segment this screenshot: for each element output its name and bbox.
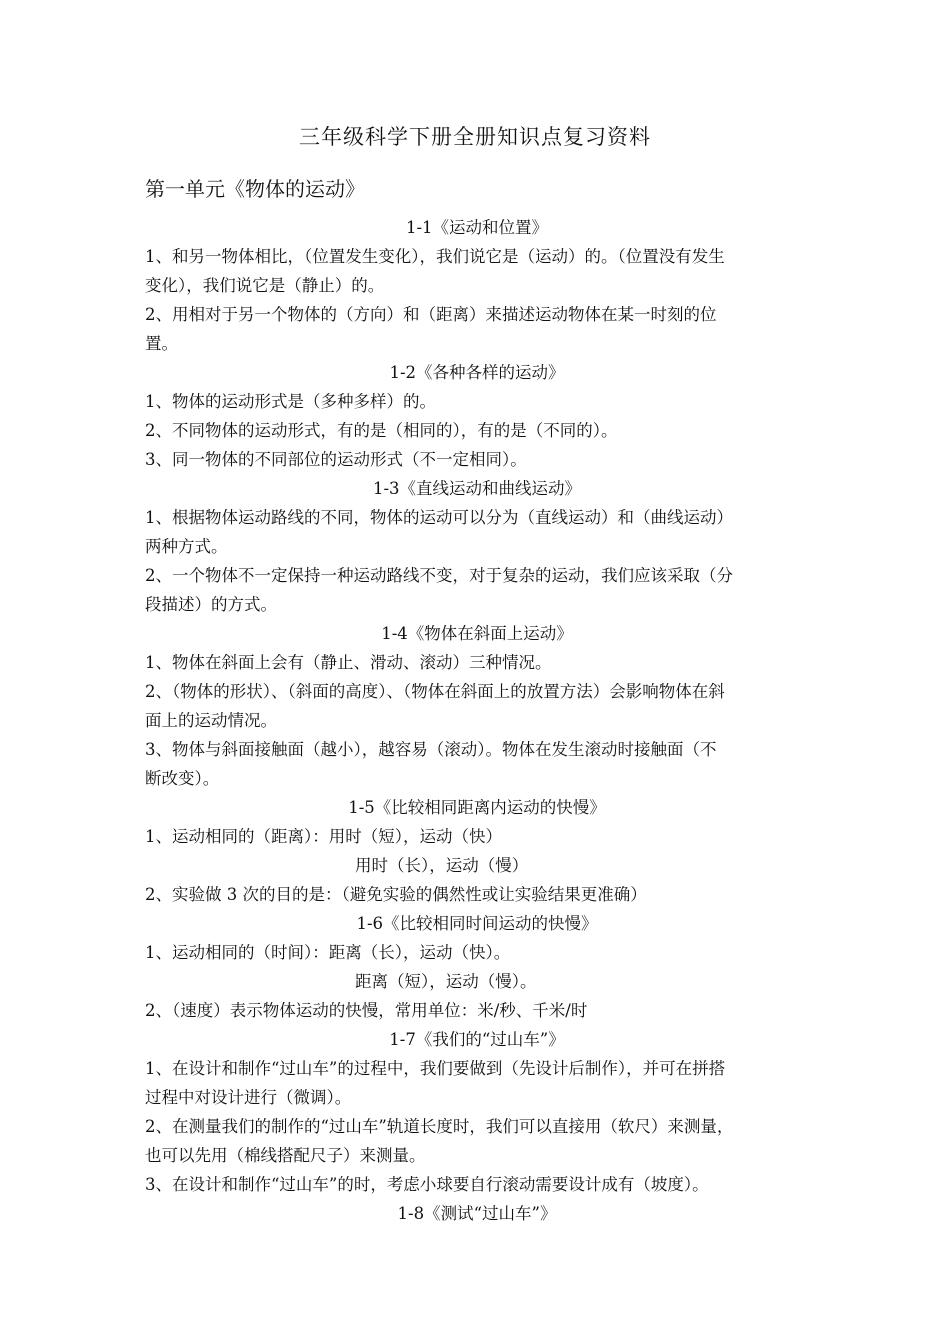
text-line: 1、和另一物体相比，（位置发生变化），我们说它是（运动）的。（位置没有发生	[145, 247, 725, 266]
text-line: 断改变）。	[145, 769, 220, 788]
lesson-heading: 1-3《直线运动和曲线运动》	[372, 479, 582, 498]
text-line: 1、物体在斜面上会有（静止、滑动、滚动）三种情况。	[145, 653, 552, 672]
text-line: 变化），我们说它是（静止）的。	[145, 276, 385, 295]
text-line: 2、实验做 3 次的目的是：（避免实验的偶然性或让实验结果更准确）	[145, 885, 647, 904]
text-line: 1、在设计和制作“过山车”的过程中，我们要做到（先设计后制作），并可在拼搭	[145, 1059, 726, 1078]
unit-heading: 第一单元《物体的运动》	[145, 177, 365, 201]
text-line: 1、运动相同的（时间）：距离（长），运动（快）。	[145, 943, 511, 962]
lesson-heading: 1-5《比较相同距离内运动的快慢》	[348, 798, 606, 817]
text-line: 1、物体的运动形式是（多种多样）的。	[145, 392, 436, 411]
text-line: 1、运动相同的（距离）：用时（短），运动（快）	[145, 827, 502, 846]
text-line: 距离（短），运动（慢）。	[355, 972, 537, 991]
text-line: 2、在测量我们的制作的“过山车”轨道长度时，我们可以直接用（软尺）来测量，	[145, 1117, 734, 1136]
text-line: 两种方式。	[145, 537, 228, 556]
text-line: 2、一个物体不一定保持一种运动路线不变，对于复杂的运动，我们应该采取（分	[145, 566, 733, 585]
lesson-heading: 1-4《物体在斜面上运动》	[381, 624, 573, 643]
text-line: 3、同一物体的不同部位的运动形式（不一定相同）。	[145, 450, 527, 469]
text-line: 段描述）的方式。	[145, 595, 277, 614]
text-line: 2、用相对于另一个物体的（方向）和（距离）来描述运动物体在某一时刻的位	[145, 305, 717, 324]
text-line: 3、在设计和制作“过山车”的时，考虑小球要自行滚动需要设计成有（坡度）。	[145, 1175, 709, 1194]
lesson-heading: 1-1《运动和位置》	[405, 218, 549, 237]
text-line: 过程中对设计进行（微调）。	[145, 1088, 352, 1107]
document-title: 三年级科学下册全册知识点复习资料	[299, 125, 651, 149]
document-body	[145, 213, 809, 1228]
text-line: 面上的运动情况。	[145, 711, 277, 730]
text-line: 3、物体与斜面接触面（越小），越容易（滚动）。物体在发生滚动时接触面（不	[145, 740, 717, 759]
text-line: 2、（速度）表示物体运动的快慢，常用单位：米/秒、千米/时	[145, 1001, 588, 1020]
text-line: 1、根据物体运动路线的不同，物体的运动可以分为（直线运动）和（曲线运动）	[145, 508, 733, 527]
text-line: 2、不同物体的运动形式，有的是（相同的），有的是（不同的）。	[145, 421, 618, 440]
text-line: 用时（长），运动（慢）	[355, 856, 529, 875]
text-line: 置。	[145, 334, 178, 353]
lesson-heading: 1-8《测试“过山车”》	[397, 1204, 557, 1223]
lesson-heading: 1-6《比较相同时间运动的快慢》	[356, 914, 598, 933]
text-line: 2、（物体的形状）、（斜面的高度）、（物体在斜面上的放置方法）会影响物体在斜	[145, 682, 725, 701]
lesson-heading: 1-2《各种各样的运动》	[389, 363, 565, 382]
lesson-heading: 1-7《我们的“过山车”》	[389, 1030, 565, 1049]
text-line: 也可以先用（棉线搭配尺子）来测量。	[145, 1146, 426, 1165]
